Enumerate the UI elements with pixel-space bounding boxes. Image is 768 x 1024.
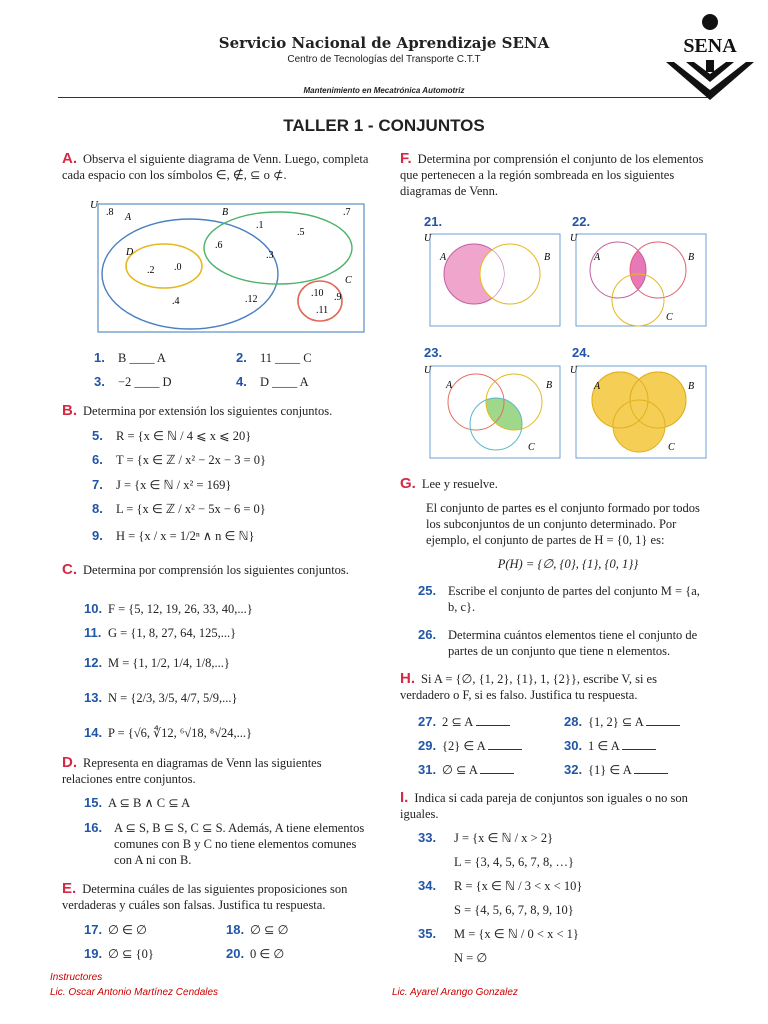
svg-text:.5: .5 [297,227,305,238]
section-i-heading [400,790,710,822]
svg-text:U: U [424,365,432,376]
question-10: 10. F = {5, 12, 19, 26, 33, 40,...} [84,601,253,616]
question-14: 14. P = {√6, ∜12, ⁶√18, ⁸√24,...} [84,725,253,740]
svg-text:.3: .3 [266,250,274,261]
svg-text:C: C [345,275,352,286]
question-4: 4. D ____ A [236,374,309,389]
svg-text:A: A [125,212,132,223]
question-35-second: N = ∅ [454,951,488,965]
svg-text:.12: .12 [245,294,258,305]
section-letter: F. [400,150,412,167]
venn-diagram-21 [424,230,564,328]
question-20: 20. 0 ∈ ∅ [226,946,285,961]
svg-text:U: U [424,233,432,244]
question-2: 2. 11 ____ C [236,350,312,365]
question-16: 16. A ⊆ S, B ⊆ S, C ⊆ S. Además, A tiene elementos comunes con B y C no tiene elementos comunes con A ni con B. [84,820,365,867]
question-32: 32. {1} ∈ A [564,762,668,778]
section-f-heading [400,151,710,199]
logo-text: SENA [683,35,737,57]
question-17: 17. ∅ ∈ ∅ [84,922,147,937]
section-e-heading [62,881,372,913]
question-33: 33. J = {x ∈ ℕ / x > 2} [418,830,554,845]
answer-blank [634,764,668,774]
section-text: Determina por extensión los siguientes conjuntos. [83,404,333,418]
svg-text:A: A [594,381,601,392]
question-28: 28. {1, 2} ⊆ A [564,714,680,730]
institution-name: Servicio Nacional de Aprendizaje SENA [218,34,550,52]
section-text: Lee y resuelve. [421,477,498,491]
question-5: 5. R = {x ∈ ℕ / 4 ⩽ x ⩽ 20} [92,428,252,443]
section-a-heading [62,151,372,183]
svg-text:B: B [688,252,695,263]
question-15: 15. A ⊆ B ∧ C ⊆ A [84,795,191,810]
section-b-heading [62,403,372,419]
svg-text:U: U [90,199,98,211]
svg-text:.6: .6 [215,240,223,251]
footer-instructor-2: Lic. Ayarel Arango Gonzalez [392,987,518,998]
svg-text:A: A [594,252,601,263]
venn-diagram-24 [570,362,710,462]
section-text: Determina cuáles de las siguientes proposiciones son verdaderas y cuáles son falsas. Justifica tu respuesta. [62,882,348,912]
question-1: 1. B ____ A [94,350,166,365]
section-c-heading [62,562,372,578]
section-letter: I. [400,789,409,806]
venn-diagram-23 [424,362,564,462]
answer-blank [646,716,680,726]
section-text: Determina por comprensión el conjunto de los elementos que pertenecen a la región sombreada en los siguientes diagramas de Venn. [400,152,704,198]
question-25: 25. Escribe el conjunto de partes del conjunto M = {a, b, c}. [418,583,700,614]
svg-text:D: D [126,247,134,258]
svg-text:C: C [668,442,675,453]
question-7: 7. J = {x ∈ ℕ / x² = 169} [92,477,232,492]
svg-text:U: U [570,233,578,244]
section-d-heading [62,755,372,787]
diagram-21-number: 21. [424,214,443,229]
page-title: TALLER 1 - CONJUNTOS [283,116,485,135]
section-letter: E. [62,880,77,897]
section-letter: H. [400,670,415,687]
question-31: 31. ∅ ⊆ A [418,762,514,778]
question-35: 35. M = {x ∈ ℕ / 0 < x < 1} [418,926,579,941]
question-33-second: L = {3, 4, 5, 6, 7, 8, …} [454,855,574,869]
section-text: Si A = {∅, {1, 2}, {1}, 1, {2}}, escribe V, si es verdadero o F, si es falso. Justifica tu respuesta. [400,672,657,702]
answer-blank [480,764,514,774]
header-divider [58,97,710,98]
answer-blank [476,716,510,726]
svg-text:.0: .0 [174,262,182,273]
venn-diagram-22 [570,230,710,328]
venn-diagram-a [88,198,370,338]
svg-text:.9: .9 [334,292,342,303]
svg-text:C: C [528,442,535,453]
question-3: 3. −2 ____ D [94,374,172,389]
svg-text:.1: .1 [256,220,264,231]
svg-text:.11: .11 [316,305,329,316]
program-name: Mantenimiento en Mecatrónica Automotriz [303,86,465,95]
svg-text:U: U [570,365,578,376]
question-6: 6. T = {x ∈ ℤ / x² − 2x − 3 = 0} [92,452,267,467]
svg-text:.2: .2 [147,265,155,276]
answer-blank [622,740,656,750]
question-18: 18. ∅ ⊆ ∅ [226,922,289,937]
diagram-23-number: 23. [424,345,443,360]
answer-blank [488,740,522,750]
section-text: Determina por comprensión los siguientes conjuntos. [83,563,349,577]
svg-text:B: B [688,381,695,392]
sena-logo [662,12,758,108]
svg-text:.10: .10 [311,288,324,299]
section-letter: C. [62,561,77,578]
question-30: 30. 1 ∈ A [564,738,656,754]
question-26: 26. Determina cuántos elementos tiene el conjunto de partes de un conjunto que tiene n elementos. [418,627,698,658]
section-letter: G. [400,475,416,492]
center-name: Centro de Tecnologías del Transporte C.T.T [287,54,481,65]
question-11: 11. G = {1, 8, 27, 64, 125,...} [84,625,237,640]
section-letter: B. [62,402,77,419]
question-9: 9. H = {x / x = 1/2ⁿ ∧ n ∈ ℕ} [92,528,255,543]
question-19: 19. ∅ ⊆ {0} [84,946,154,961]
section-text: Indica si cada pareja de conjuntos son iguales o no son iguales. [400,791,688,821]
svg-text:A: A [440,252,447,263]
section-h-heading [400,671,710,703]
question-27: 27. 2 ⊆ A [418,714,510,730]
logo-head-icon [702,14,718,30]
section-text: Observa el siguiente diagrama de Venn. Luego, completa cada espacio con los símbolos ∈, ∉, ⊆ o ⊄. [62,152,369,182]
section-g-example: P(H) = {∅, {0}, {1}, {0, 1}} [497,557,639,571]
svg-text:A: A [446,380,453,391]
footer-instructor-1: Lic. Oscar Antonio Martínez Cendales [50,987,219,998]
footer-label: Instructores [50,972,103,983]
svg-text:.4: .4 [172,296,180,307]
section-letter: D. [62,754,77,771]
section-letter: A. [62,150,77,167]
diagram-24-number: 24. [572,345,591,360]
svg-text:B: B [546,380,553,391]
question-13: 13. N = {2/3, 3/5, 4/7, 5/9,...} [84,690,238,705]
question-34-second: S = {4, 5, 6, 7, 8, 9, 10} [454,903,574,917]
question-29: 29. {2} ∈ A [418,738,522,754]
section-g-paragraph: El conjunto de partes es el conjunto formado por todos los subconjuntos de un conjunto determinado. Por ejemplo, el conjunto de partes de H = {0, 1} es: [426,501,700,547]
diagram-22-number: 22. [572,214,591,229]
svg-text:.7: .7 [343,207,351,218]
question-8: 8. L = {x ∈ ℤ / x² − 5x − 6 = 0} [92,501,266,516]
question-34: 34. R = {x ∈ ℕ / 3 < x < 10} [418,878,583,893]
section-g-heading [400,476,710,492]
svg-text:.8: .8 [106,207,114,218]
section-text: Representa en diagramas de Venn las siguientes relaciones entre conjuntos. [62,756,322,786]
question-12: 12. M = {1, 1/2, 1/4, 1/8,...} [84,655,230,670]
svg-text:B: B [544,252,551,263]
svg-text:C: C [666,312,673,323]
svg-text:B: B [222,207,229,218]
